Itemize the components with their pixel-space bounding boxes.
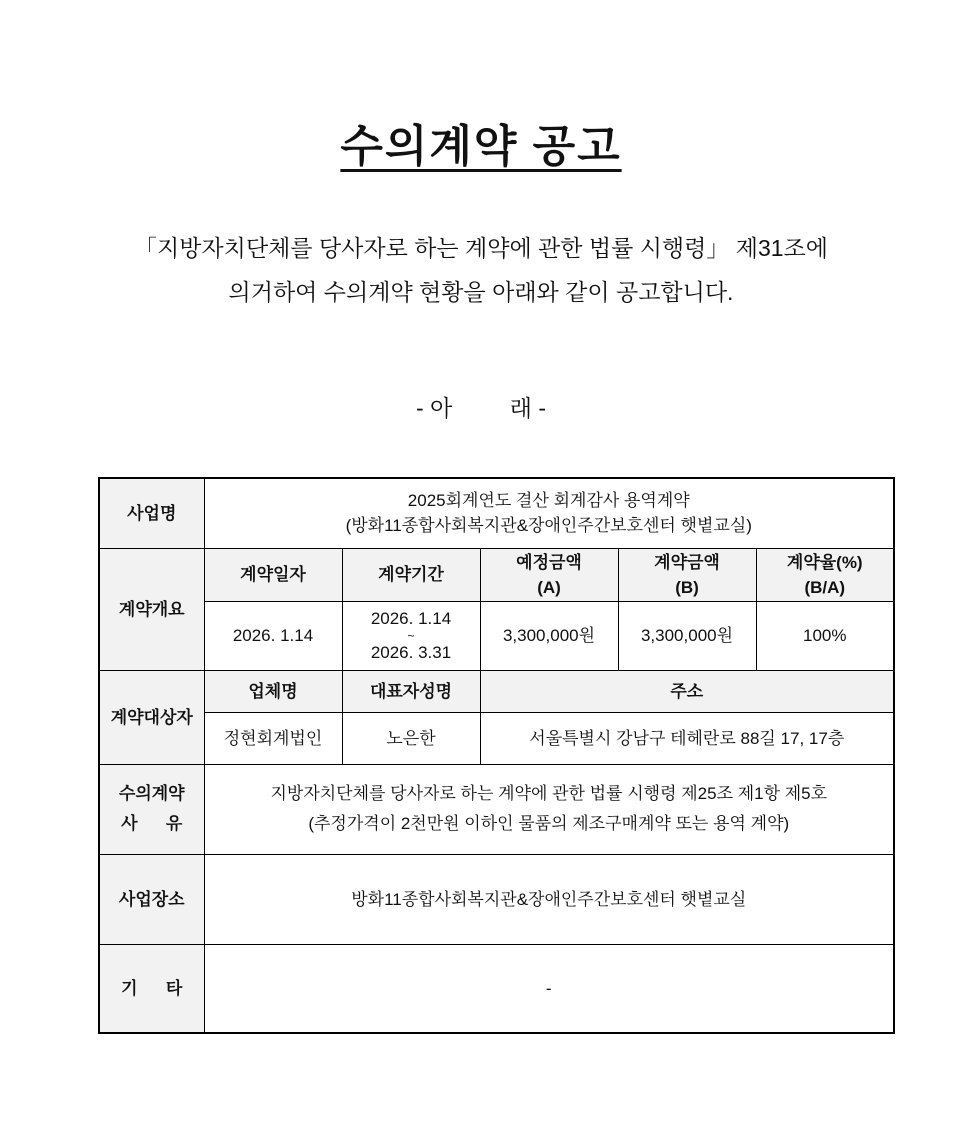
intro-line-1: 「지방자치단체를 당사자로 하는 계약에 관한 법률 시행령」 제31조에 <box>134 235 828 261</box>
value-rate: 100% <box>756 601 894 670</box>
header-estimated <box>480 548 618 601</box>
label-project-name: 사업명 <box>99 478 204 548</box>
value-estimated: 3,300,000원 <box>480 601 618 670</box>
row-overview-values <box>99 601 894 670</box>
intro-paragraph <box>0 226 962 314</box>
value-contract: 3,300,000원 <box>618 601 756 670</box>
header-representative: 대표자성명 <box>342 670 480 712</box>
label-location: 사업장소 <box>99 854 204 944</box>
value-representative: 노은한 <box>342 712 480 764</box>
header-estimated-1: 예정금액 <box>516 552 582 572</box>
header-period: 계약기간 <box>342 548 480 601</box>
row-contractor-values <box>99 712 894 764</box>
etc-value: - <box>204 944 894 1033</box>
reason-line-2: (추정가격이 2천만원 이하인 물품의 제조구매계약 또는 용역 계약) <box>308 814 790 833</box>
header-company: 업체명 <box>204 670 342 712</box>
header-rate-2: (B/A) <box>804 577 846 597</box>
project-name-value <box>204 478 894 548</box>
header-rate-1: 계약율(%) <box>786 552 863 572</box>
title-text: 수의계약 공고 <box>340 122 622 171</box>
label-contractor: 계약대상자 <box>99 670 204 764</box>
period-sep: ~ <box>407 628 415 643</box>
reason-line-1: 지방자치단체를 당사자로 하는 계약에 관한 법률 시행령 제25조 제1항 제5호 <box>270 784 828 803</box>
row-location <box>99 854 894 944</box>
period-start: 2026. 1.14 <box>370 608 452 628</box>
value-date: 2026. 1.14 <box>204 601 342 670</box>
location-value: 방화11종합사회복지관&장애인주간보호센터 햇볕교실 <box>204 854 894 944</box>
header-rate <box>756 548 894 601</box>
project-name-line-1: 2025회계연도 결산 회계감사 용역계약 <box>407 491 690 511</box>
intro-line-2: 의거하여 수의계약 현황을 아래와 같이 공고합니다. <box>228 279 734 305</box>
label-etc: 기 타 <box>99 944 204 1033</box>
header-contract <box>618 548 756 601</box>
header-address: 주소 <box>480 670 894 712</box>
row-reason <box>99 764 894 854</box>
header-contract-2: (B) <box>675 577 699 597</box>
value-address: 서울특별시 강남구 테헤란로 88길 17, 17층 <box>480 712 894 764</box>
reason-value <box>204 764 894 854</box>
value-period <box>342 601 480 670</box>
row-project-name <box>99 478 894 548</box>
label-overview: 계약개요 <box>99 548 204 670</box>
page-title <box>0 110 962 174</box>
project-name-line-2: (방화11종합사회복지관&장애인주간보호센터 햇볕교실) <box>345 516 752 536</box>
row-etc <box>99 944 894 1033</box>
period-end: 2026. 3.31 <box>370 642 452 662</box>
row-overview-header <box>99 548 894 601</box>
label-reason-1: 수의계약 <box>118 784 185 803</box>
value-company: 정현회계법인 <box>204 712 342 764</box>
label-reason-2: 사 유 <box>121 814 183 833</box>
contract-table <box>98 477 895 1034</box>
label-reason <box>99 764 204 854</box>
header-contract-1: 계약금액 <box>654 552 720 572</box>
below-heading: - 아 래 - <box>415 395 547 421</box>
row-contractor-header <box>99 670 894 712</box>
header-estimated-2: (A) <box>537 577 561 597</box>
header-date: 계약일자 <box>204 548 342 601</box>
